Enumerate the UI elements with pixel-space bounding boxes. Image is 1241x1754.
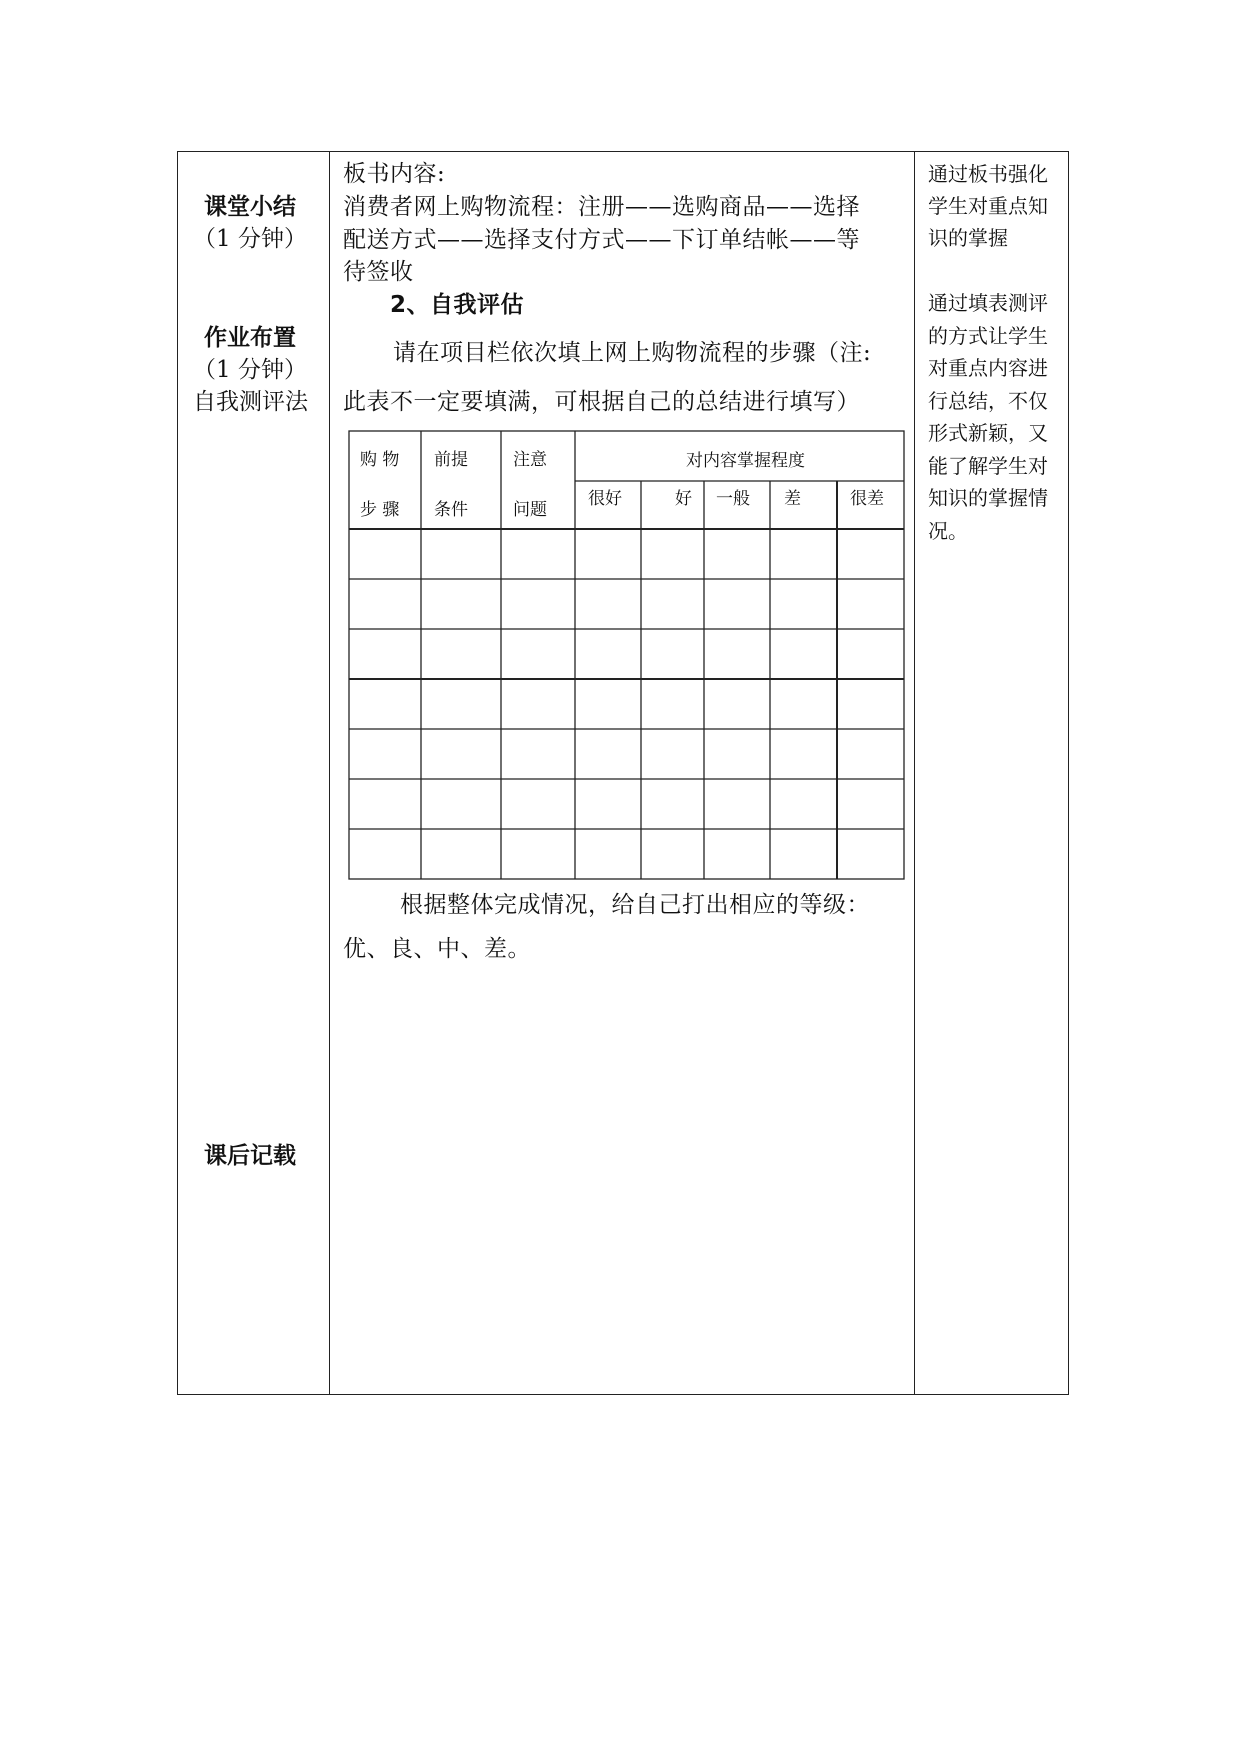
note2-line: 形式新颖，又 [928, 421, 1048, 445]
col-step-top: 购 物 [360, 450, 400, 470]
level-average: 一般 [716, 489, 750, 509]
note2-line: 行总结，不仅 [928, 388, 1048, 413]
section-title: 2、自我评估 [390, 292, 525, 318]
board-label: 板书内容: [343, 161, 446, 187]
board-line-3: 待签收 [343, 259, 414, 285]
homework-method: 自我测评法 [193, 389, 308, 415]
board-line-2: 配送方式——选择支付方式——下订单结帐——等 [343, 227, 860, 253]
note2-line: 的方式让学生 [928, 323, 1048, 348]
note1-line: 学生对重点知 [928, 194, 1048, 218]
note2-line: 况。 [928, 518, 968, 543]
note-table-purpose [928, 287, 1048, 547]
col-precondition-top: 前提 [434, 450, 468, 470]
column-divider-left [329, 152, 330, 1394]
col-caution-bottom: 问题 [513, 500, 547, 520]
note2-line: 对重点内容进 [928, 356, 1048, 380]
level-very-poor: 很差 [850, 489, 884, 509]
note-board-purpose [928, 158, 1048, 254]
level-very-good: 很好 [588, 489, 622, 509]
col-caution-top: 注意 [513, 450, 547, 470]
instruction-line-2: 此表不一定要填满，可根据自己的总结进行填写） [343, 389, 860, 415]
note2-line: 能了解学生对 [928, 453, 1048, 478]
notes-title: 课后记载 [204, 1143, 296, 1169]
note2-line: 通过填表测评 [928, 291, 1048, 315]
note1-line: 识的掌握 [928, 226, 1008, 250]
homework-time: （1 分钟） [193, 357, 307, 383]
level-poor: 差 [784, 489, 801, 509]
conclusion-line-1: 根据整体完成情况，给自己打出相应的等级： [400, 892, 870, 918]
board-line-1: 消费者网上购物流程：注册——选购商品——选择 [343, 194, 860, 220]
col-step-bottom: 步 骤 [360, 500, 400, 520]
note2-line: 知识的掌握情 [928, 486, 1048, 510]
note1-line: 通过板书强化 [928, 162, 1048, 186]
mastery-header: 对内容掌握程度 [686, 451, 805, 471]
level-good: 好 [675, 489, 692, 509]
summary-time: （1 分钟） [193, 226, 307, 252]
instruction-line-1: 请在项目栏依次填上网上购物流程的步骤（注: [393, 340, 872, 366]
summary-title: 课堂小结 [204, 194, 296, 220]
homework-title: 作业布置 [204, 325, 296, 351]
conclusion-line-2: 优、良、中、差。 [343, 936, 531, 962]
col-precondition-bottom: 条件 [434, 500, 468, 520]
column-divider-right [914, 152, 915, 1394]
